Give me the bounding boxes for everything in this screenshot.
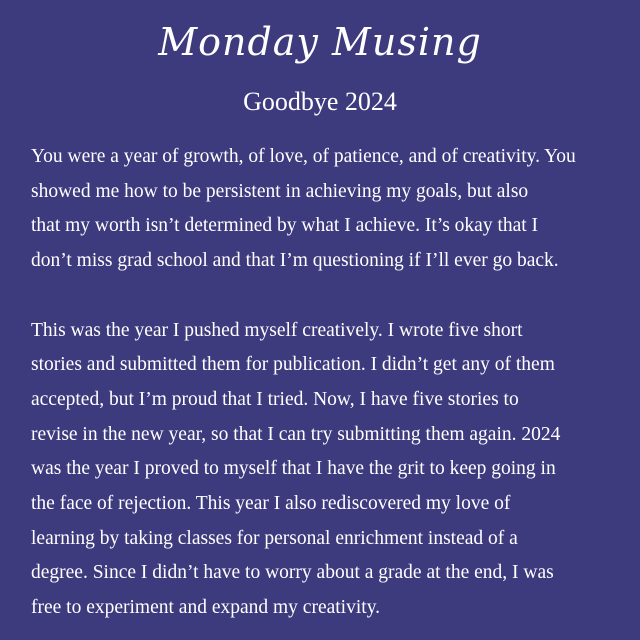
paragraph-line: degree. Since I didn’t have to worry about a grade at the end, I was xyxy=(31,562,554,584)
paragraph-line: learning by taking classes for personal enrichment instead of a xyxy=(31,527,518,549)
paragraph-line: revise in the new year, so that I can try submitting them again. 2024 xyxy=(31,423,561,445)
paragraph-line: that my worth isn’t determined by what I achieve. It’s okay that I xyxy=(31,215,539,237)
paragraph-line: accepted, but I’m proud that I tried. Now, I have five stories to xyxy=(31,388,519,410)
paragraph-line: don’t miss grad school and that I’m questioning if I’ll ever go back. xyxy=(31,250,559,272)
paragraph-line: This was the year I pushed myself creatively. I wrote five short xyxy=(31,319,523,341)
paragraph-spacer xyxy=(31,279,631,314)
page-subtitle: Goodbye 2024 xyxy=(243,87,397,116)
body-text xyxy=(31,140,631,626)
paragraph-line: the face of rejection. This year I also rediscovered my love of xyxy=(31,493,511,515)
paragraph-line: free to experiment and expand my creativity. xyxy=(31,597,381,619)
paragraph-1 xyxy=(31,140,631,279)
page-title: Monday Musing xyxy=(158,20,482,64)
paragraph-line: stories and submitted them for publication. I didn’t get any of them xyxy=(31,354,555,376)
paragraph-line: You were a year of growth, of love, of patience, and of creativity. You xyxy=(31,146,576,167)
paragraph-line: was the year I proved to myself that I have the grit to keep going in xyxy=(31,458,556,480)
paragraph-2 xyxy=(31,314,631,626)
paragraph-line: showed me how to be persistent in achieving my goals, but also xyxy=(31,180,529,202)
